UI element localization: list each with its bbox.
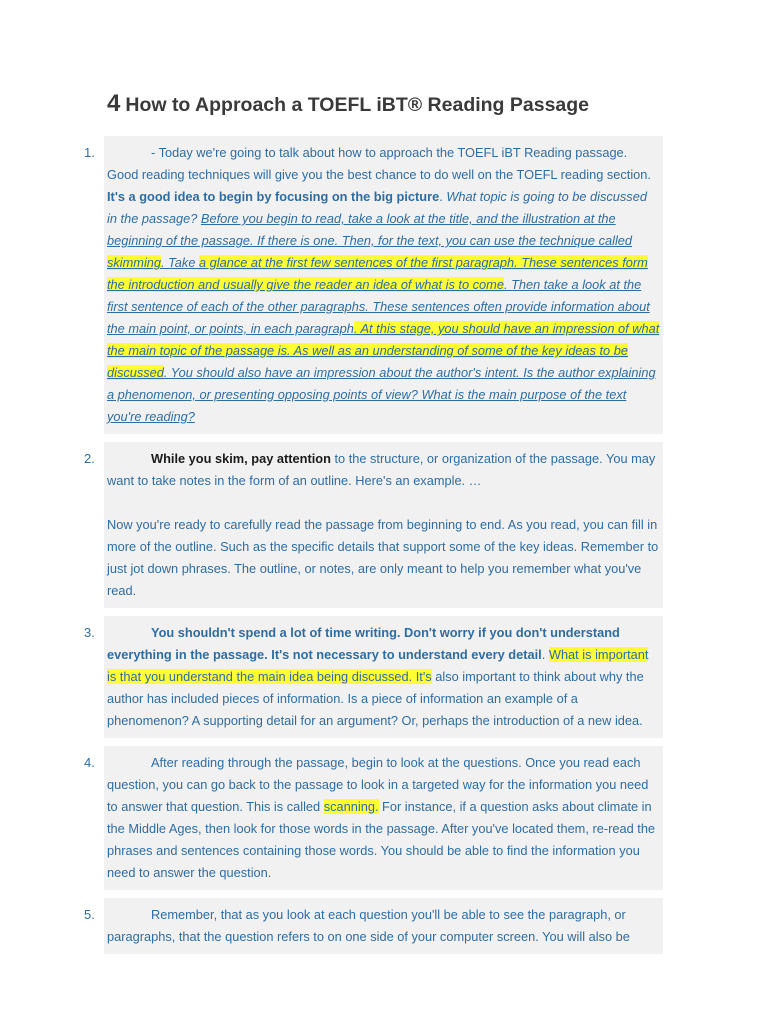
list-item-body: [104, 136, 663, 434]
list-item-number: 4.: [84, 755, 95, 770]
highlighted-text: scanning.: [323, 799, 379, 814]
list-item-body: [104, 442, 663, 608]
list-item: [80, 442, 663, 608]
list-item-number: 1.: [84, 145, 95, 160]
list-item: [80, 136, 663, 434]
list-item-number: 2.: [84, 451, 95, 466]
text-run: Before you begin to read, take a look at the title, and the illustration at the beginning of the passage. If there is one. Then, for the text, you can use the technique called: [107, 211, 633, 248]
text-run: also important to think about why the author has included pieces of information. Is a piece of information an example of a phenomenon? A supporting detail for an argument? Or, perhaps the introduction of a new idea.: [107, 669, 644, 728]
text-run: It's a good idea to begin by focusing on the big picture: [107, 189, 440, 204]
list-item-body: [104, 746, 663, 890]
list-item: [80, 616, 663, 738]
text-run: .: [439, 189, 447, 204]
paragraph: [107, 904, 660, 948]
text-run: You shouldn't spend a lot of time writing. Don't worry if you don't understand everything in the passage. It's not necessary to understand every detail: [107, 625, 620, 662]
numbered-list: [80, 136, 663, 962]
highlighted-text: a glance at the first few sentences of the first paragraph. These sentences form the introduction and usually give the reader an idea of what is to come: [107, 255, 648, 292]
text-run: - Today we're going to talk about how to approach the TOEFL iBT Reading passage. Good reading techniques will give you the best chance to do well on the TOEFL reading section.: [107, 145, 651, 182]
list-item-number: 3.: [84, 625, 95, 640]
text-run: Remember, that as you look at each question you'll be able to see the paragraph, or paragraphs, that the question refers to on one side of your computer screen. You will also be: [107, 907, 630, 944]
text-run: . You should also have an impression about the author's intent. Is the author explaining a phenomenon, or presenting opposing points of view? What is the main purpose of the text you're reading?: [107, 365, 656, 424]
list-item: [80, 746, 663, 890]
paragraph: [107, 514, 660, 602]
text-run: . Then take a look at the first sentence of each of the other paragraphs. These sentences often provide information about the main point, or points, in each paragraph: [107, 277, 650, 336]
page-title: [107, 90, 589, 118]
paragraph: [107, 142, 660, 428]
list-item-number: 5.: [84, 907, 95, 922]
paragraph: [107, 752, 660, 884]
list-item-body: [104, 898, 663, 954]
text-run: While you skim, pay attention: [151, 451, 331, 466]
highlighted-text: . At this stage, you should have an impression of what the main topic of the passage is. As well as an understanding of some of the key ideas to be discussed: [107, 321, 660, 380]
list-item: [80, 898, 663, 954]
text-run: .: [541, 647, 549, 662]
highlighted-text: skimming: [107, 255, 162, 270]
text-run: What topic is going to be discussed in the passage?: [107, 189, 647, 226]
paragraph: [107, 448, 660, 492]
text-run: . Take: [161, 255, 199, 270]
highlighted-text: What is important is that you understand the main idea being discussed. It's: [107, 647, 649, 684]
text-run: to the structure, or organization of the passage. You may want to take notes in the form of an outline. Here's an example. …: [107, 451, 656, 488]
paragraph: [107, 622, 660, 732]
text-run: For instance, if a question asks about climate in the Middle Ages, then look for those words in the passage. After you've located them, re-read the phrases and sentences containing those words. You should be able to find the information you need to answer the question.: [107, 799, 656, 880]
text-run: After reading through the passage, begin to look at the questions. Once you read each question, you can go back to the passage to look in a targeted way for the information you need to answer that question. This is called: [107, 755, 649, 814]
title-text: How to Approach a TOEFL iBT® Reading Passage: [125, 94, 590, 116]
text-run: Now you're ready to carefully read the passage from beginning to end. As you read, you can fill in more of the outline. Such as the specific details that support some of the key ideas. Remember to just jot down phrases. The outline, or notes, are only meant to help you remember what you've read.: [107, 517, 659, 598]
list-item-body: [104, 616, 663, 738]
chapter-number: 4: [107, 90, 121, 117]
